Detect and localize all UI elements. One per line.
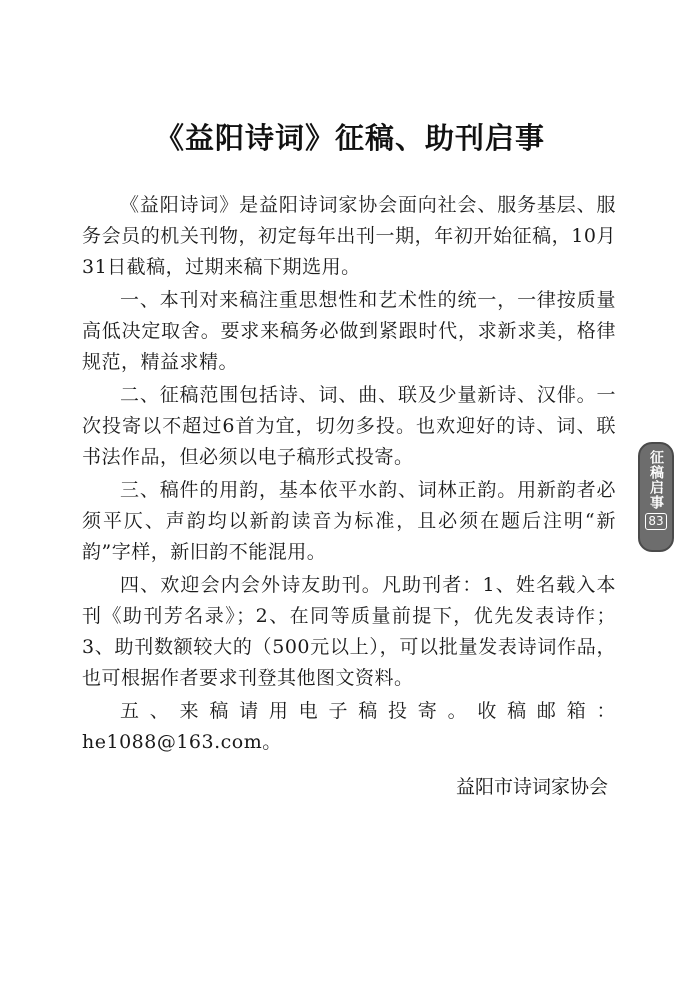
notice-body [82, 190, 616, 760]
signature: 益阳市诗词家协会 [455, 776, 608, 798]
side-tab-label: 征稿启事 [648, 450, 664, 510]
paragraph-intro: 《益阳诗词》是益阳诗词家协会面向社会、服务基层、服务会员的机关刊物，初定每年出刊一期，年初开始征稿，10月31日截稿，过期来稿下期选用。 [82, 194, 616, 278]
paragraph-sponsorship: 四、欢迎会内会外诗友助刊。凡助刊者：1、姓名载入本刊《助刊芳名录》；2、在同等质量前提下，优先发表诗作；3、助刊数额较大的（500元以上），可以批量发表诗词作品，也可根据作者要求刊登其他图文资料。 [82, 574, 616, 689]
page-title: 《益阳诗词》征稿、助刊启事 [154, 121, 545, 155]
paragraph-submission: 五、来稿请用电子稿投寄。收稿邮箱：he1088@163.com。 [82, 700, 616, 753]
paragraph-scope: 二、征稿范围包括诗、词、曲、联及少量新诗、汉俳。一次投寄以不超过6首为宜，切勿多投。也欢迎好的诗、词、联书法作品，但必须以电子稿形式投寄。 [82, 384, 616, 468]
paragraph-rhyme: 三、稿件的用韵，基本依平水韵、词林正韵。用新韵者必须平仄、声韵均以新韵读音为标准，且必须在题后注明“新韵”字样，新旧韵不能混用。 [82, 479, 616, 563]
paragraph-quality: 一、本刊对来稿注重思想性和艺术性的统一，一律按质量高低决定取舍。要求来稿务必做到紧跟时代，求新求美，格律规范，精益求精。 [82, 289, 616, 373]
section-side-tab [638, 442, 674, 552]
page-number: 83 [645, 513, 666, 530]
